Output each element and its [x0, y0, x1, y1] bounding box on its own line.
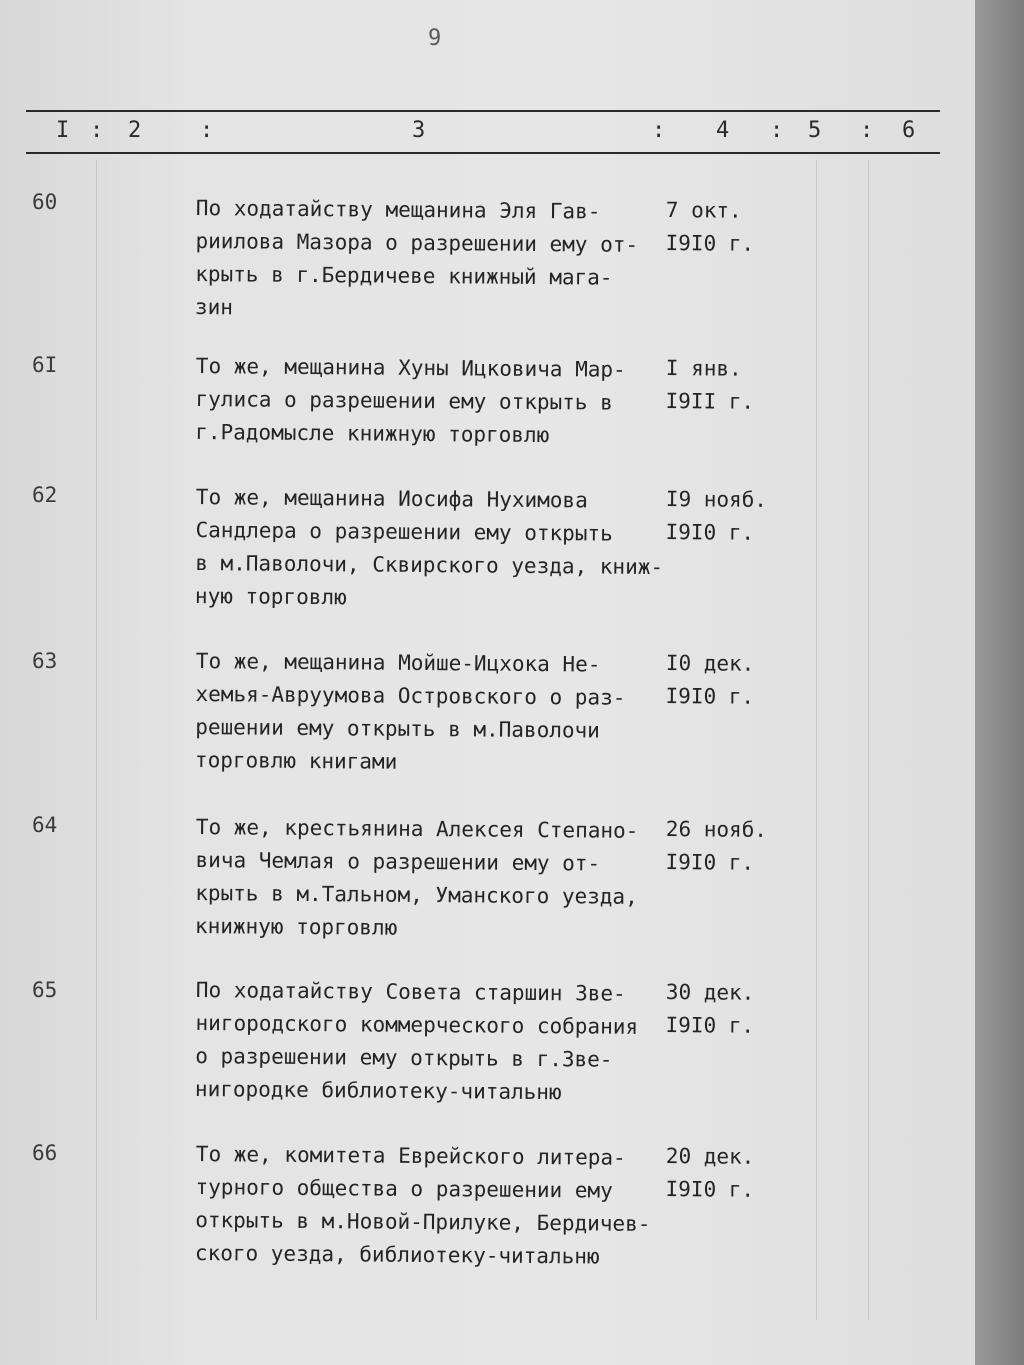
- page-edge-background: [975, 0, 1024, 1365]
- entry-number: 60: [32, 190, 58, 214]
- column-separator: :: [770, 118, 784, 143]
- entry-date: I9 нояб. I9I0 г.: [665, 486, 768, 545]
- column-separator: :: [90, 118, 104, 143]
- page-number: 9: [428, 26, 442, 51]
- column-header-3: 3: [412, 118, 426, 143]
- column-header-5: 5: [808, 118, 822, 143]
- header-top-rule: [26, 110, 940, 112]
- column-guide-line: [868, 160, 869, 1320]
- entry-date: I янв. I9II г.: [665, 355, 755, 414]
- entry-description: По ходатайству Совета старшин Зве- нигородского коммерческого собрания о разрешении ему открыть в г.Зве- нигородке библиотеку-читальню: [194, 977, 639, 1105]
- column-separator: :: [200, 118, 214, 143]
- entry-description: То же, мещанина Мойше-Ицхока Не- хемья-Авруумова Островского о раз- решении ему открыть в м.Паволочи торговлю книгами: [194, 648, 626, 774]
- column-guide-line: [816, 160, 817, 1320]
- column-header-2: 2: [128, 118, 142, 143]
- entry-date: 26 нояб. I9I0 г.: [665, 816, 768, 875]
- entry-date: 30 дек. I9I0 г.: [665, 979, 755, 1038]
- entry-date: 7 окт. I9I0 г.: [665, 197, 755, 256]
- column-separator: :: [652, 118, 666, 143]
- entry-number: 66: [32, 1141, 58, 1165]
- entry-number: 65: [32, 978, 58, 1002]
- column-header-4: 4: [716, 118, 730, 143]
- entry-date: I0 дек. I9I0 г.: [665, 650, 755, 709]
- entry-number: 63: [32, 649, 58, 673]
- column-header-1: I: [56, 118, 70, 143]
- entry-description: По ходатайству мещанина Эля Гав- риилова Мазора о разрешении ему от- крыть в г.Бердичеве книжный мага- зин: [194, 195, 639, 320]
- column-guide-line: [96, 160, 97, 1320]
- entry-description: То же, мещанина Хуны Ицковича Мар- гулиса о разрешении ему открыть в г.Радомысле книжную торговлю: [195, 353, 626, 448]
- entry-number: 6I: [32, 353, 58, 377]
- entry-description: То же, комитета Еврейского литера- турного общества о разрешении ему открыть в м.Новой-Прилуке, Бердичев- ского уезда, библиотеку-читальню: [194, 1141, 651, 1269]
- column-separator: :: [860, 118, 874, 143]
- entry-description: То же, мещанина Иосифа Нухимова Сандлера о разрешении ему открыть в м.Паволочи, Сквирского уезда, книж- ную торговлю: [194, 484, 664, 610]
- header-bottom-rule: [26, 152, 940, 154]
- entry-description: То же, крестьянина Алексея Степано- вича Чемлая о разрешении ему от- крыть в м.Тальном, Уманского уезда, книжную торговлю: [194, 814, 639, 940]
- entry-date: 20 дек. I9I0 г.: [665, 1143, 755, 1202]
- entry-number: 62: [32, 483, 58, 507]
- column-header-6: 6: [902, 118, 916, 143]
- entry-number: 64: [32, 813, 58, 837]
